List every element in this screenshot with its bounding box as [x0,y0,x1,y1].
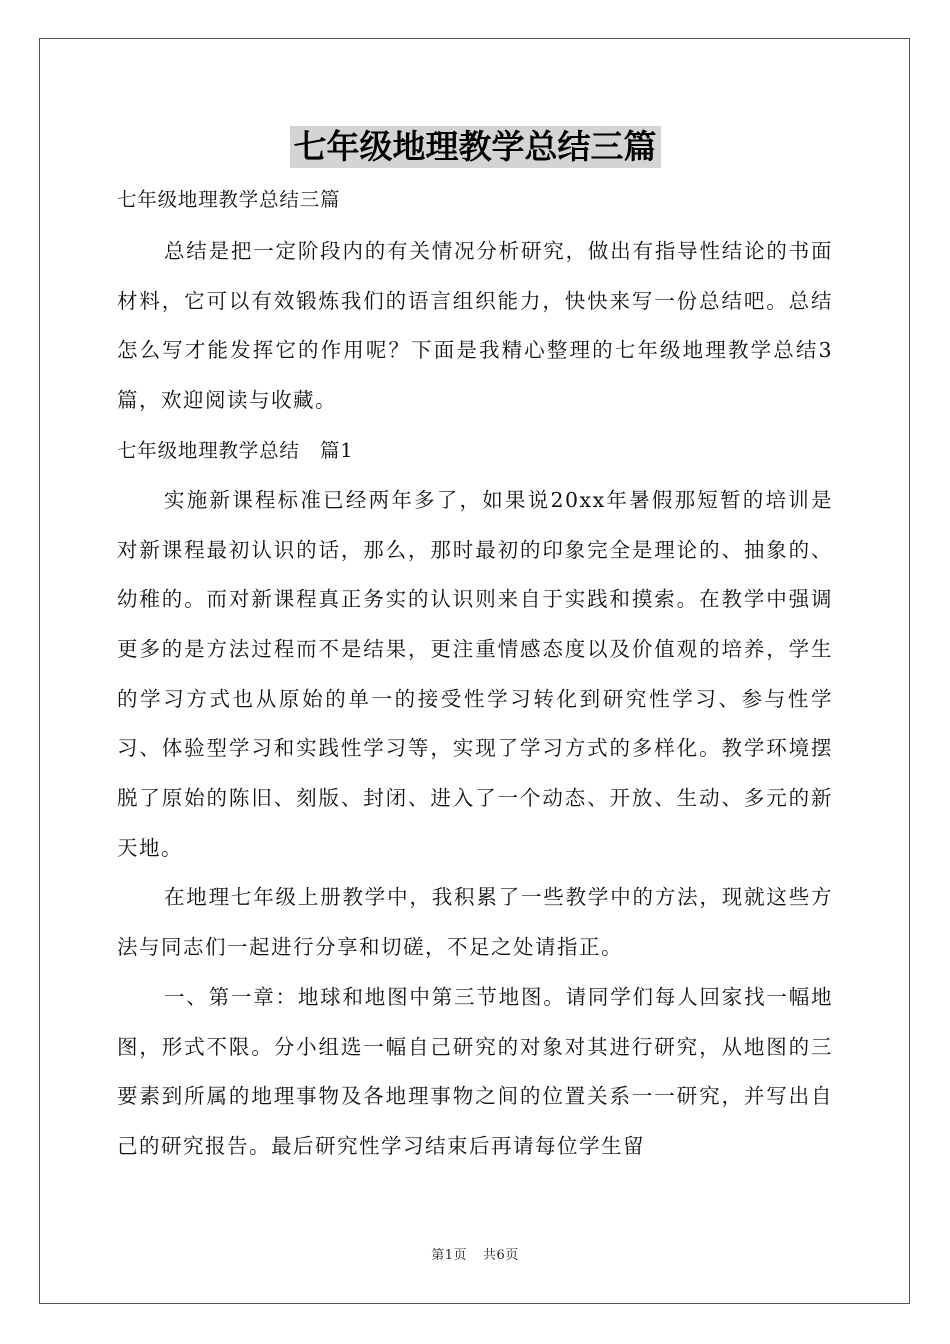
document-title: 七年级地理教学总结三篇 [290,126,661,168]
title-container [0,126,950,168]
body-paragraph: 实施新课程标准已经两年多了，如果说20xx年暑假那短暂的培训是对新课程最初认识的话，那么，那时最初的印象完全是理论的、抽象的、幼稚的。而对新课程真正务实的认识则来自于实践和摸索。在教学中强调更多的是方法过程而不是结果，更注重情感态度以及价值观的培养，学生的学习方式也从原始的单一的接受性学习转化到研究性学习、参与性学习、体验型学习和实践性学习等，实现了学习方式的多样化。教学环境摆脱了原始的陈旧、刻版、封闭、进入了一个动态、开放、生动、多元的新天地。 [117,487,833,860]
page-footer [0,1244,950,1263]
document-subtitle: 七年级地理教学总结三篇 [117,188,341,211]
body-paragraph: 一、第一章：地球和地图中第三节地图。请同学们每人回家找一幅地图，形式不限。分小组选一幅自己研究的对象对其进行研究，从地图的三要素到所属的地理事物及各地理事物之间的位置关系一一研究，并写出自己的研究报告。最后研究性学习结束后再请每位学生留 [117,984,833,1158]
page-number: 第1页 [431,1248,467,1263]
document-body [117,178,833,1172]
body-paragraph: 在地理七年级上册教学中，我积累了一些教学中的方法，现就这些方法与同志们一起进行分享和切磋，不足之处请指正。 [117,885,833,960]
page-total: 共6页 [483,1248,519,1263]
section-heading: 七年级地理教学总结 篇1 [117,438,354,462]
intro-paragraph: 总结是把一定阶段内的有关情况分析研究，做出有指导性结论的书面材料，它可以有效锻炼我们的语言组织能力，快快来写一份总结吧。总结怎么写才能发挥它的作用呢？下面是我精心整理的七年级地理教学总结3篇，欢迎阅读与收藏。 [117,239,833,413]
